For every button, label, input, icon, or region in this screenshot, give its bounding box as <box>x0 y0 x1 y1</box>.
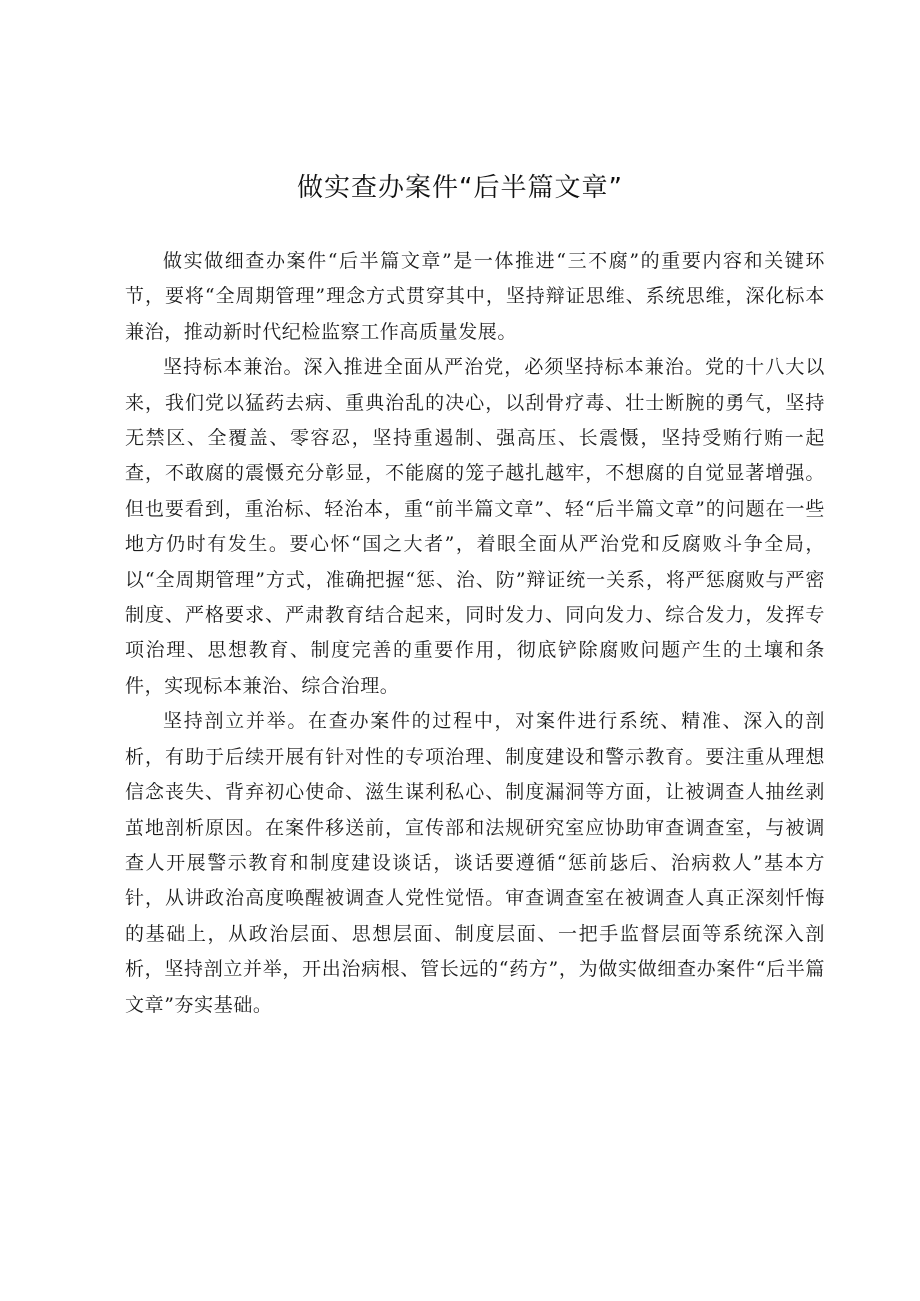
document-title: 做实查办案件“后半篇文章” <box>297 173 623 203</box>
paragraph-biaoben-jianzhi: 坚持标本兼治。深入推进全面从严治党，必须坚持标本兼治。党的十八大以来，我们党以猛药去病、重典治乱的决心，以刮骨疗毒、壮士断腕的勇气，坚持无禁区、全覆盖、零容忍，坚持重遏制、强高压、长震慑，坚持受贿行贿一起查，不敢腐的震慑充分彰显，不能腐的笼子越扎越牢，不想腐的自觉显著增强。但也要看到，重治标、轻治本，重“前半篇文章”、轻“后半篇文章”的问题在一些地方仍时有发生。要心怀“国之大者”，着眼全面从严治党和反腐败斗争全局，以“全周期管理”方式，准确把握“惩、治、防”辩证统一关系，将严惩腐败与严密制度、严格要求、严肃教育结合起来，同时发力、同向发力、综合发力，发挥专项治理、思想教育、制度完善的重要作用，彻底铲除腐败问题产生的土壤和条件，实现标本兼治、综合治理。 <box>125 356 825 697</box>
document-body <box>125 244 825 1023</box>
paragraph-pouli-bingju: 坚持剖立并举。在查办案件的过程中，对案件进行系统、精准、深入的剖析，有助于后续开展有针对性的专项治理、制度建设和警示教育。要注重从理想信念丧失、背弃初心使命、滋生谋利私心、制度漏洞等方面，让被调查人抽丝剥茧地剖析原因。在案件移送前，宣传部和法规研究室应协助审查调查室，与被调查人开展警示教育和制度建设谈话，谈话要遵循“惩前毖后、治病救人”基本方针，从讲政治高度唤醒被调查人党性觉悟。审查调查室在被调查人真正深刻忏悔的基础上，从政治层面、思想层面、制度层面、一把手监督层面等系统深入剖析，坚持剖立并举，开出治病根、管长远的“药方”，为做实做细查办案件“后半篇文章”夯实基础。 <box>125 710 825 1016</box>
paragraph-intro: 做实做细查办案件“后半篇文章”是一体推进“三不腐”的重要内容和关键环节，要将“全周期管理”理念方式贯穿其中，坚持辩证思维、系统思维，深化标本兼治，推动新时代纪检监察工作高质量发展。 <box>125 250 825 343</box>
